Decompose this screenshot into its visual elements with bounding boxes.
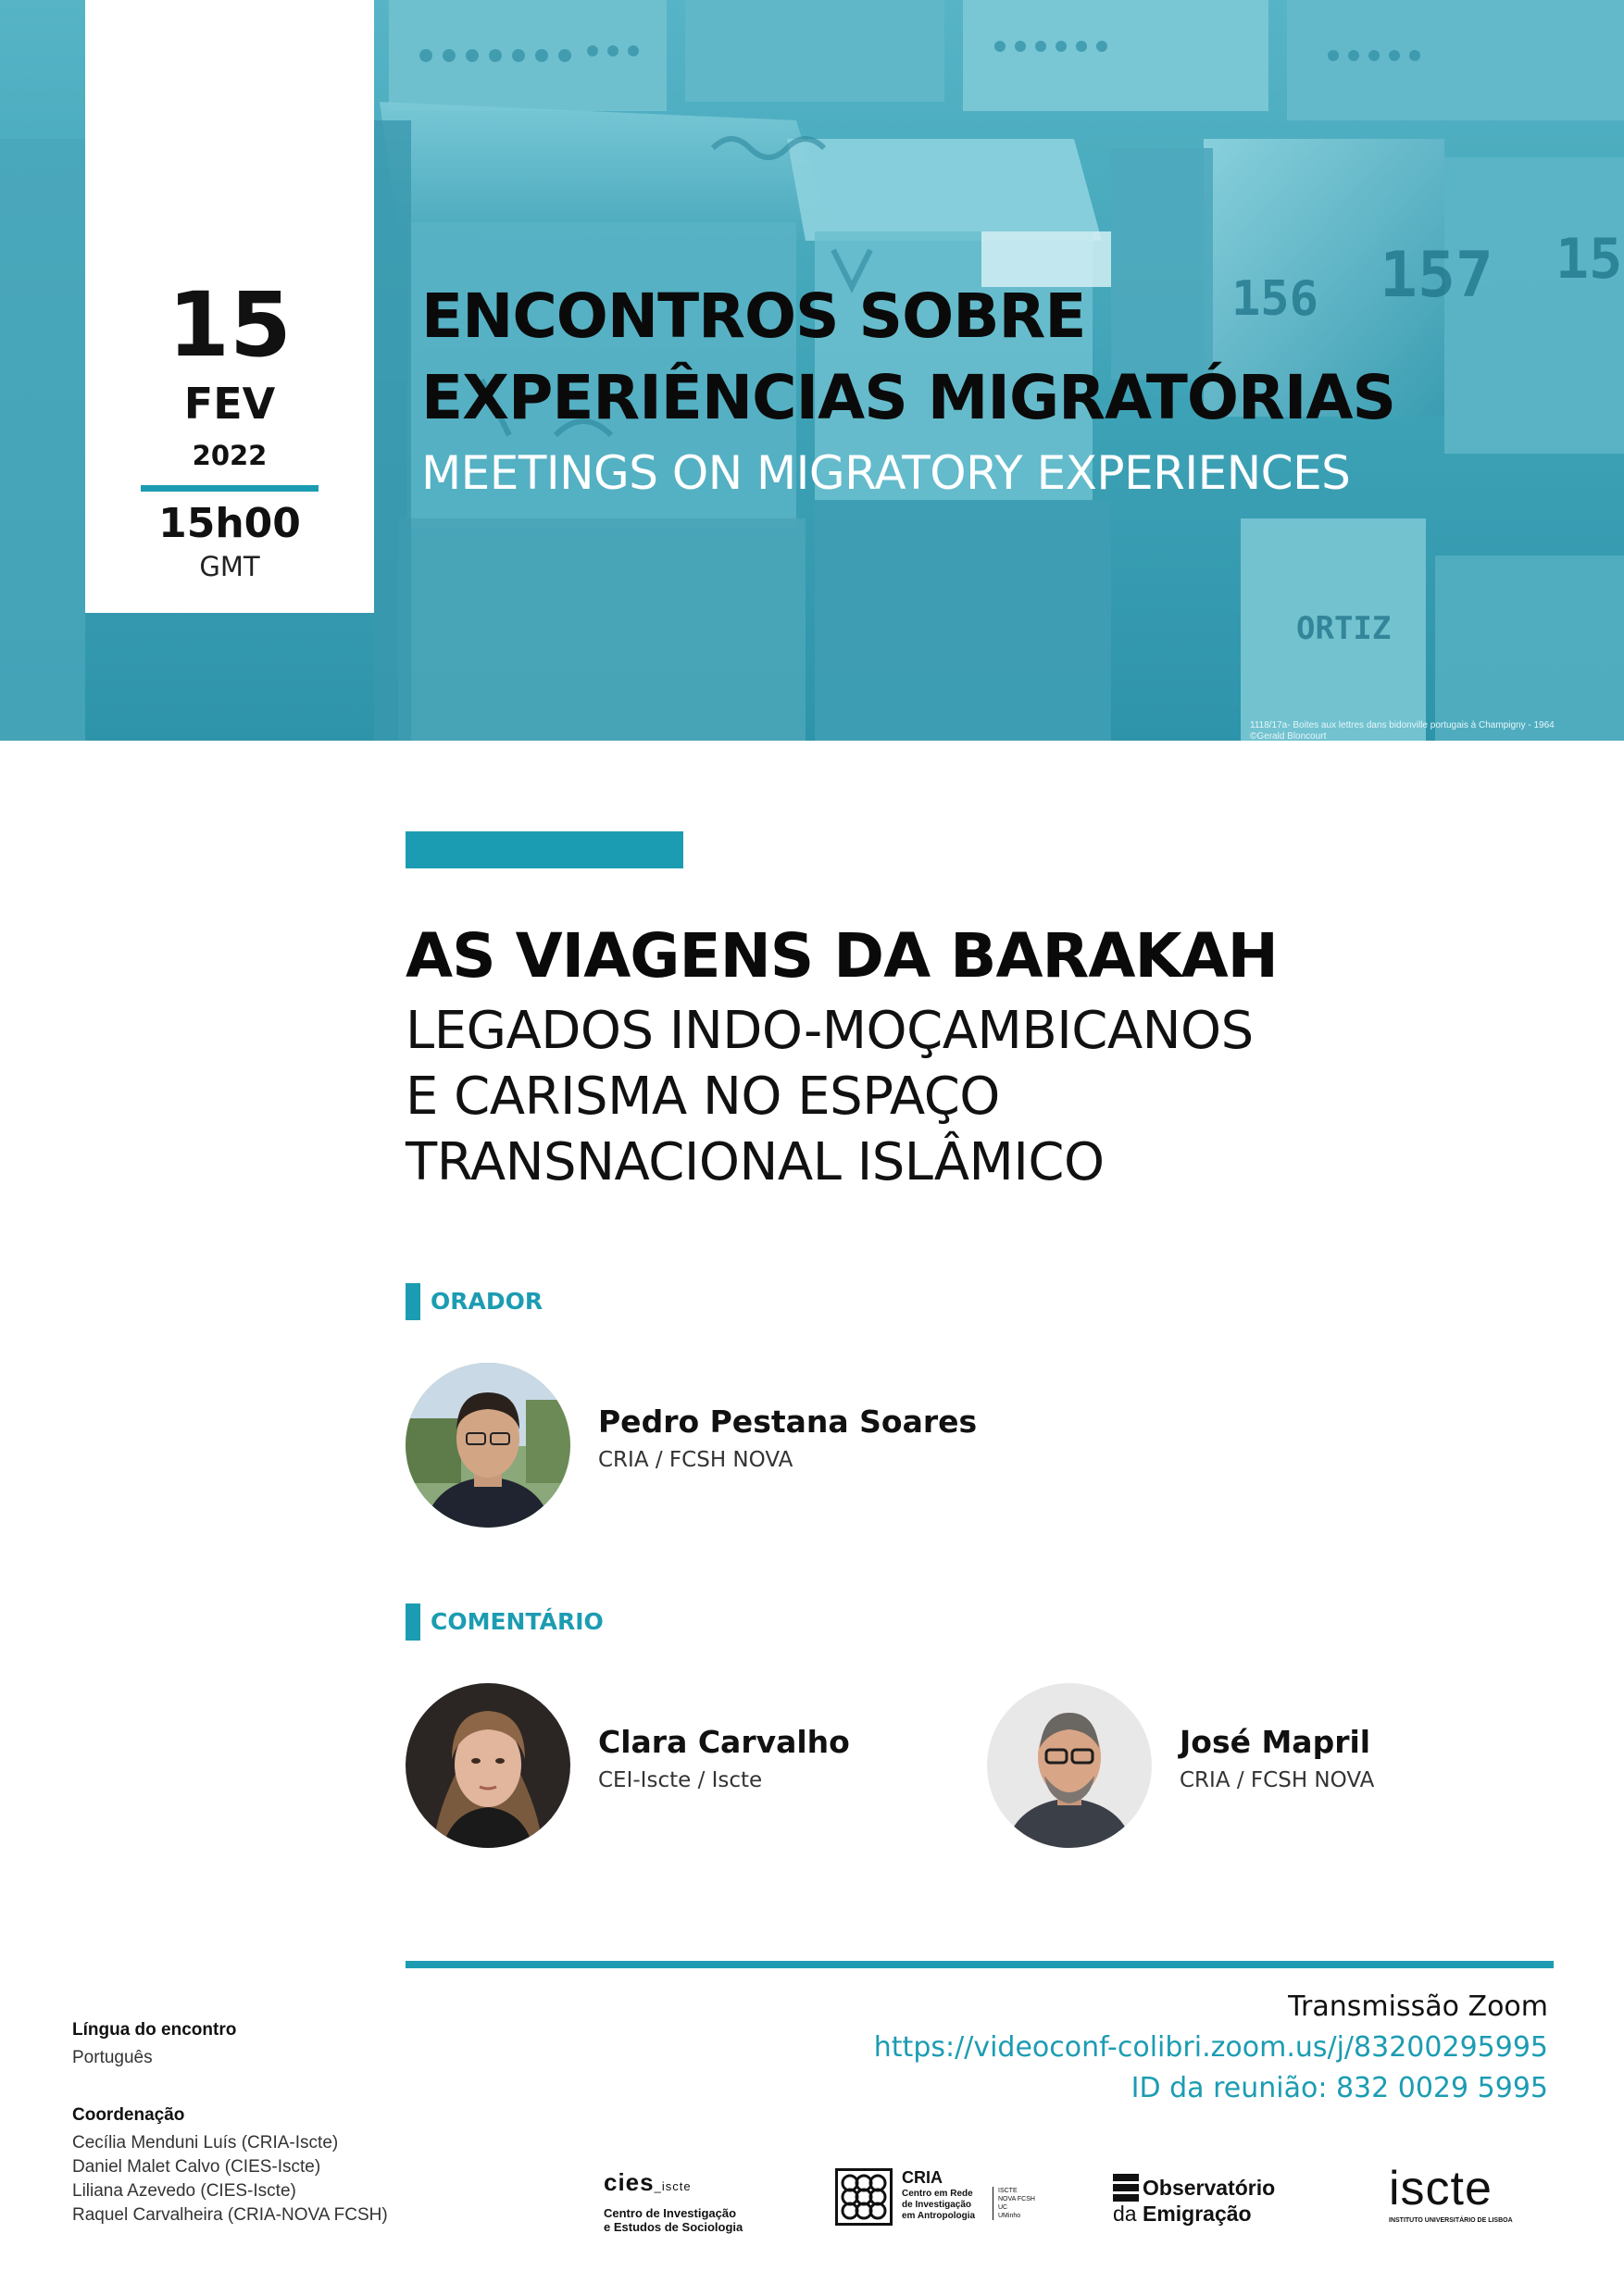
observatorio-line1: Observatório <box>1143 2176 1276 2200</box>
mailbox-number: 156 <box>1231 271 1318 327</box>
cria-knot-icon <box>835 2168 893 2226</box>
cria-logo-name: CRIA <box>902 2168 943 2187</box>
cria-partner: NOVA FCSH <box>998 2196 1035 2202</box>
date-divider <box>141 485 319 492</box>
coordinator: Liliana Azevedo (CIES-Iscte) <box>72 2181 296 2201</box>
language-label: Língua do encontro <box>72 2020 237 2040</box>
person-name: Pedro Pestana Soares <box>598 1404 978 1440</box>
avatar <box>406 1683 570 1848</box>
commentator-card <box>406 1683 961 1850</box>
talk-subtitle-line: TRANSNACIONAL ISLÂMICO <box>406 1132 1105 1192</box>
coordinator: Raquel Carvalheira (CRIA-NOVA FCSH) <box>72 2205 388 2225</box>
cies-logo-suffix: _iscte <box>654 2179 692 2193</box>
person-affiliation: CRIA / FCSH NOVA <box>598 1448 793 1472</box>
photo-credit <box>1250 720 1620 741</box>
iscte-logo-name: iscte <box>1389 2162 1493 2215</box>
event-timezone: GMT <box>199 551 260 582</box>
cies-logo-line: Centro de Investigação <box>604 2206 737 2220</box>
cria-logo-line: de Investigação <box>902 2200 972 2210</box>
series-subtitle: MEETINGS ON MIGRATORY EXPERIENCES <box>421 446 1351 500</box>
talk-subtitle-line: E CARISMA NO ESPAÇO <box>406 1067 1000 1127</box>
observatorio-stack-icon <box>1113 2174 1141 2202</box>
talk-title: AS VIAGENS DA BARAKAH <box>406 920 1278 992</box>
series-title-line: EXPERIÊNCIAS MIGRATÓRIAS <box>421 362 1396 433</box>
zoom-meeting-id: ID da reunião: 832 0029 5995 <box>1131 2072 1548 2104</box>
footer-divider <box>406 1961 1554 1968</box>
cria-logo <box>835 2168 1048 2229</box>
avatar <box>987 1683 1152 1848</box>
person-name: José Mapril <box>1180 1724 1371 1760</box>
section-marker <box>406 1283 420 1320</box>
section-label-text: COMENTÁRIO <box>431 1608 604 1635</box>
series-title <box>421 276 1588 439</box>
section-label-text: ORADOR <box>431 1288 543 1315</box>
person-name: Clara Carvalho <box>598 1724 850 1760</box>
cies-logo <box>604 2168 780 2234</box>
cria-logo-line: em Antropologia <box>902 2211 976 2221</box>
zoom-link[interactable]: https://videoconf-colibri.zoom.us/j/83200295995 <box>873 2031 1548 2064</box>
cies-logo-line: e Estudos de Sociologia <box>604 2220 743 2234</box>
coordination-label: Coordenação <box>72 2105 185 2125</box>
observatorio-line2-prefix: da <box>1113 2202 1143 2226</box>
avatar <box>406 1363 570 1528</box>
mailbox-number: 15 <box>1555 227 1623 292</box>
coordinator: Cecília Menduni Luís (CRIA-Iscte) <box>72 2133 339 2152</box>
date-card <box>85 0 374 613</box>
person-affiliation: CRIA / FCSH NOVA <box>1180 1768 1375 1792</box>
language-block <box>72 2018 461 2070</box>
coordination-block <box>72 2103 461 2227</box>
event-year: 2022 <box>192 440 268 471</box>
speaker-card <box>406 1363 1054 1529</box>
cies-logo-name: cies <box>604 2168 655 2196</box>
talk-subtitle-line: LEGADOS INDO-MOÇAMBICANOS <box>406 1001 1254 1061</box>
cria-partner: UC <box>998 2204 1008 2211</box>
iscte-logo <box>1389 2163 1555 2229</box>
accent-bar <box>406 831 683 868</box>
section-marker <box>406 1603 420 1641</box>
photo-credit-line: 1118/17a- Boites aux lettres dans bidonville portugais à Champigny - 1964 <box>1250 720 1555 730</box>
mailbox-name: ORTIZ <box>1296 610 1392 647</box>
photo-credit-line: ©Gerald Bloncourt <box>1250 731 1327 741</box>
observatorio-logo <box>1113 2174 1298 2229</box>
talk-subtitle <box>406 998 1563 1195</box>
iscte-logo-tagline: INSTITUTO UNIVERSITÁRIO DE LISBOA <box>1389 2217 1513 2224</box>
cria-partner: ISCTE <box>998 2188 1018 2194</box>
language-value: Português <box>72 2048 153 2067</box>
hero-banner <box>0 0 1624 741</box>
cria-logo-line: Centro em Rede <box>902 2189 973 2199</box>
coordinator: Daniel Malet Calvo (CIES-Iscte) <box>72 2157 321 2177</box>
cria-partner: UMinho <box>998 2213 1021 2219</box>
event-month: FEV <box>183 379 276 429</box>
observatorio-line2-bold: Emigração <box>1142 2202 1252 2226</box>
mailbox-number: 157 <box>1380 239 1493 312</box>
event-time: 15h00 <box>158 500 301 547</box>
commentator-card <box>987 1683 1543 1850</box>
event-day: 15 <box>168 273 292 377</box>
person-affiliation: CEI-Iscte / Iscte <box>598 1768 763 1792</box>
series-title-line: ENCONTROS SOBRE <box>421 281 1086 352</box>
zoom-heading: Transmissão Zoom <box>1288 1990 1548 2023</box>
